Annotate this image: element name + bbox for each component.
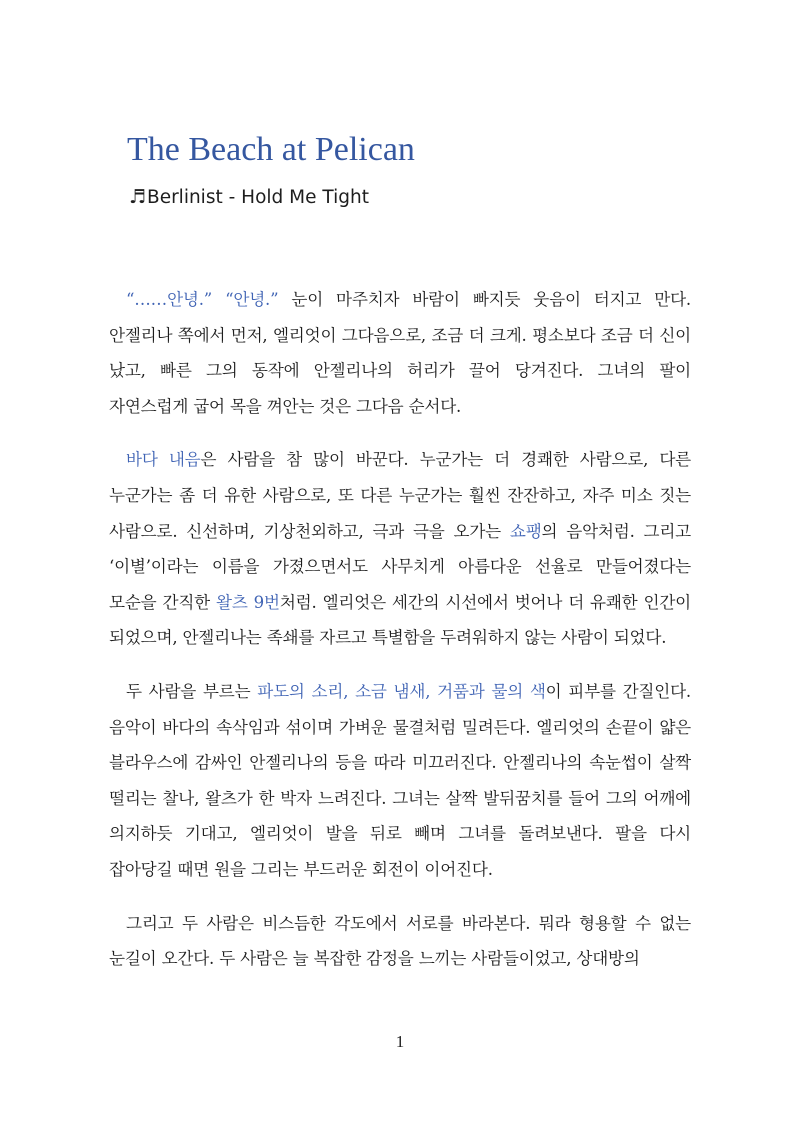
body-paragraph [109,906,691,977]
paragraph-text: 그리고 두 사람은 비스듬한 각도에서 서로를 바라본다. 뭐라 형용할 수 없는 눈길이 오간다. 두 사람은 늘 복잡한 감정을 느끼는 사람들이었고, 상대방의 [109,913,691,969]
document-title: The Beach at Pelican [127,131,415,168]
music-credit-text: Berlinist - Hold Me Tight [147,187,369,208]
paragraph-text: 이 피부를 간질인다. 음악이 바다의 속삭임과 섞이며 가벼운 물결처럼 밀려든다. 엘리엇의 손끝이 얇은 블라우스에 감싸인 안젤리나의 등을 따라 미끄러진다. 안젤리나의 속눈썹이 살짝 떨리는 찰나, 왈츠가 한 박자 느려진다. 그녀는 살짝 발뒤꿈치를 들어 그의 어깨에 의지하듯 기대고, 엘리엇이 발을 뒤로 빼며 그녀를 돌려보낸다. 팔을 다시 잡아당길 때면 원을 그리는 부드러운 회전이 이어진다. [109,681,691,879]
body-paragraph [109,282,691,424]
highlighted-text: 쇼팽 [509,521,542,541]
paragraph-text: 은 사람을 참 많이 바꾼다. 누군가는 더 경쾌한 사람으로, 다른 누군가는 좀 더 유한 사람으로, 또 다른 누군가는 훨씬 잔잔하고, 자주 미소 짓는 사람으로. 신선하며, 기상천외하고, 극과 극을 오가는 [109,450,691,541]
paragraph-text: 처럼. 엘리엇은 세간의 시선에서 벗어나 더 유쾌한 인간이 되었으며, 안젤리나는 족쇄를 자르고 특별함을 두려워하지 않는 사람이 되었다. [109,592,691,648]
page-number: 1 [395,1032,405,1051]
highlighted-text: “……안녕.” “안녕.” [126,290,279,309]
paragraph-text: 눈이 마주치자 바람이 빠지듯 웃음이 터지고 만다. 안젤리나 쪽에서 먼저, 엘리엇이 그다음으로, 조금 더 크게. 평소보다 조금 더 신이 났고, 빠른 그의 동작에 안젤리나의 허리가 끌어 당겨진다. 그녀의 팔이 자연스럽게 굽어 목을 껴안는 것은 그다음 순서다. [109,290,691,416]
body-paragraph [109,442,691,656]
paragraph-text: 두 사람을 부르는 [126,681,258,701]
highlighted-text: 바다 내음 [126,450,201,470]
highlighted-text: 파도의 소리, 소금 냄새, 거품과 물의 색 [257,681,546,701]
highlighted-text: 왈츠 9번 [215,592,280,612]
document-body [109,282,691,995]
paragraph-text: 의 음악처럼. 그리고 ‘이별’이라는 이름을 가졌으면서도 사무치게 아름다운 선율로 만들어졌다는 모순을 간직한 [109,521,691,612]
music-note-icon: ♬ [129,186,147,208]
music-credit [129,184,369,211]
body-paragraph [109,674,691,888]
